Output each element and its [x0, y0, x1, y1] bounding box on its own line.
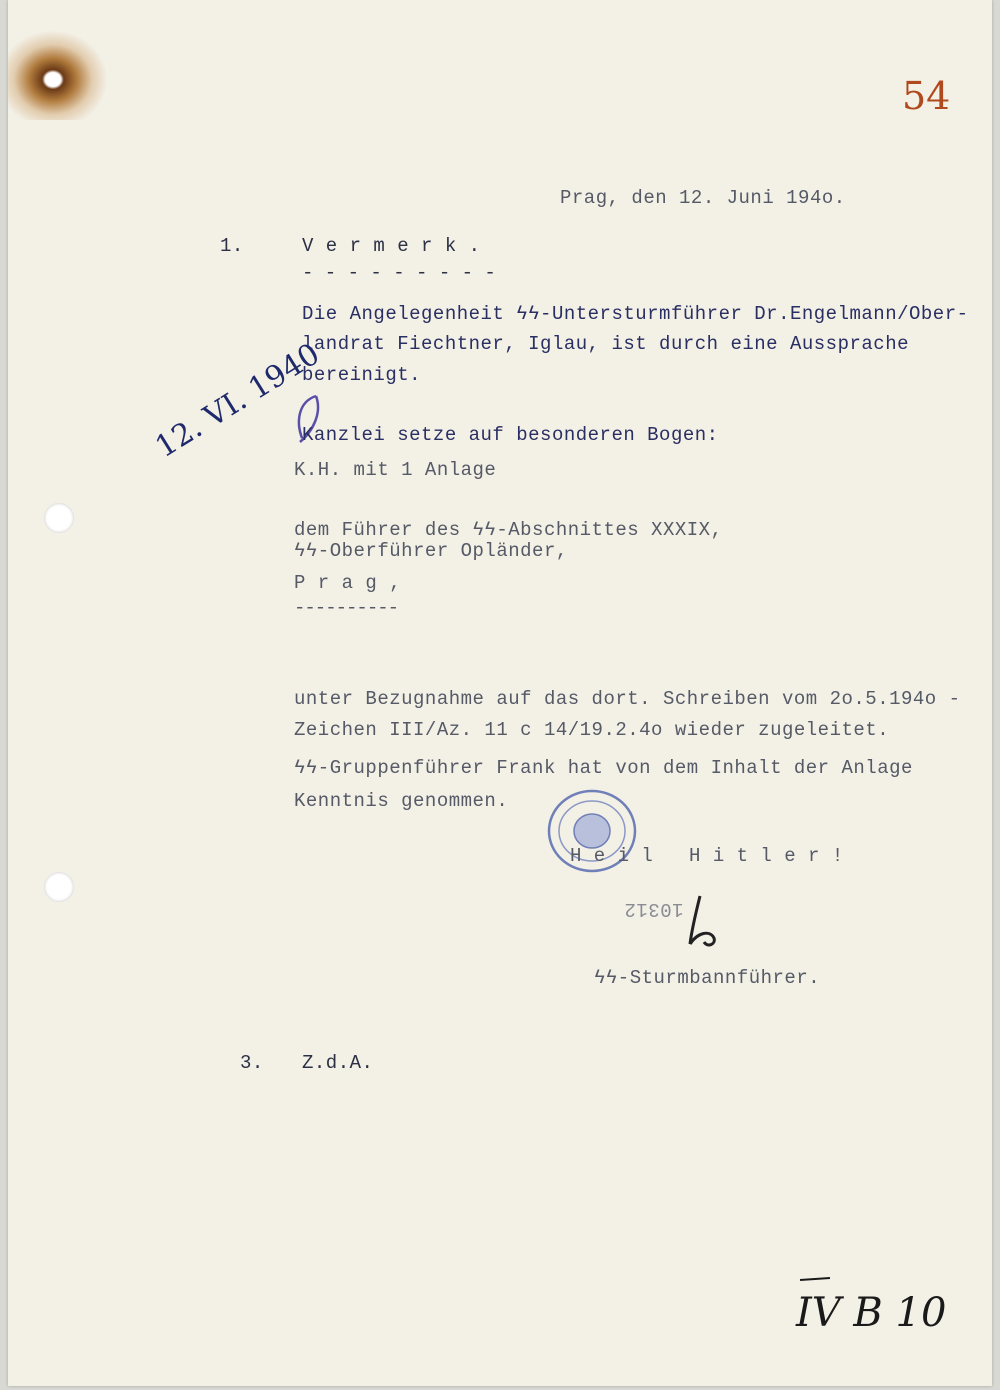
punch-hole: [44, 872, 74, 902]
enclosure-line: K.H. mit 1 Anlage: [294, 459, 497, 481]
recipient-line: dem Führer des ϟϟ-Abschnittes XXXIX,: [294, 519, 723, 541]
date-line: Prag, den 12. Juni 194o.: [560, 187, 846, 209]
punch-hole: [44, 503, 74, 533]
document-page: [8, 0, 992, 1386]
burn-mark: [8, 30, 108, 120]
signature-mark: 10312: [624, 898, 684, 920]
text-line: unter Bezugnahme auf das dort. Schreiben vom 2o.5.194o -: [294, 688, 961, 710]
body-line: landrat Fiechtner, Iglau, ist durch eine Aussprache: [302, 333, 909, 355]
heading: V e r m e r k .: [302, 235, 481, 257]
handwritten-date: 12. VI. 1940: [149, 336, 326, 465]
signature: [678, 892, 726, 952]
note-line: Kenntnis genommen.: [294, 790, 509, 812]
archive-mark: IV B 10: [796, 1290, 947, 1336]
city: P r a g ,: [294, 572, 402, 594]
item-number: 3.: [240, 1052, 264, 1074]
body-line: bereinigt.: [302, 364, 422, 386]
signatory-rank: ϟϟ-Sturmbannführer.: [594, 967, 821, 989]
body-line: Die Angelegenheit ϟϟ-Untersturmführer Dr.Engelmann/Ober-: [302, 303, 969, 325]
page-number: 54: [902, 74, 951, 118]
note-line: ϟϟ-Gruppenführer Frank hat von dem Inhalt der Anlage: [294, 757, 913, 779]
filing-note: Z.d.A.: [302, 1052, 374, 1074]
heading-underline: - - - - - - - - -: [302, 262, 496, 284]
kanzlei-instruction: Kanzlei setze auf besonderen Bogen:: [302, 424, 719, 446]
recipient-line: ϟϟ-Oberführer Opländer,: [294, 540, 568, 562]
city-underline: ----------: [294, 597, 399, 619]
text-line: Zeichen III/Az. 11 c 14/19.2.4o wieder zugeleitet.: [294, 719, 890, 741]
archive-mark-overline: [800, 1277, 830, 1281]
item-number: 1.: [220, 235, 244, 257]
greeting: H e i l H i t l e r !: [570, 845, 844, 867]
